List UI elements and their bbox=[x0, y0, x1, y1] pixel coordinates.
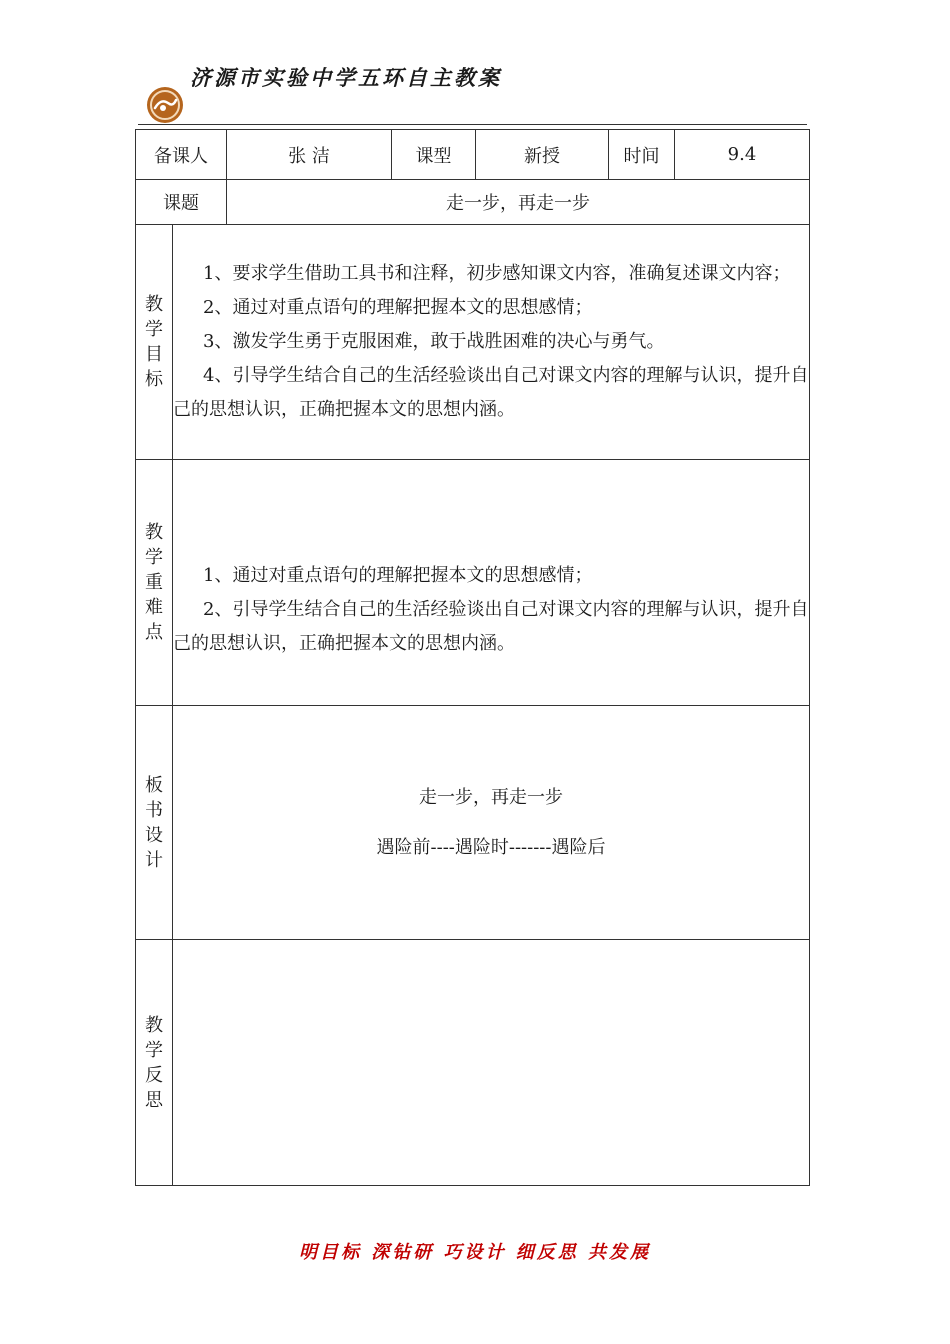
reflection-label: 教 学 反 思 bbox=[136, 940, 173, 1186]
school-logo-icon bbox=[146, 86, 184, 124]
topic-row bbox=[136, 180, 810, 225]
key-points-content bbox=[173, 460, 810, 706]
goals-label: 教 学 目 标 bbox=[136, 225, 173, 460]
topic-value: 走一步，再走一步 bbox=[227, 180, 810, 225]
type-label: 课型 bbox=[392, 130, 476, 180]
topic-label: 课题 bbox=[136, 180, 227, 225]
key-point-item: 1、通过对重点语句的理解把握本文的思想感情； bbox=[203, 565, 593, 586]
reflection-row bbox=[136, 940, 810, 1186]
footer-slogan: 明目标 深钻研 巧设计 细反思 共发展 bbox=[298, 1242, 652, 1263]
reflection-content bbox=[173, 940, 810, 1186]
board-row bbox=[136, 706, 810, 940]
key-point-item: 2、引导学生结合自己的生活经验谈出自己对课文内容的理解与认识，提升自己的思想认识，正确把握本文的思想内涵。 bbox=[173, 599, 809, 654]
info-row bbox=[136, 130, 810, 180]
goal-item: 4、引导学生结合自己的生活经验谈出自己对课文内容的理解与认识，提升自己的思想认识，正确把握本文的思想内涵。 bbox=[173, 365, 809, 420]
time-value: 9.4 bbox=[675, 130, 810, 180]
goals-content bbox=[173, 225, 810, 460]
header-divider bbox=[138, 124, 807, 125]
preparer-label: 备课人 bbox=[136, 130, 227, 180]
page-header bbox=[0, 0, 950, 130]
board-content bbox=[173, 706, 810, 940]
lesson-plan-table bbox=[135, 129, 810, 1186]
time-label: 时间 bbox=[609, 130, 675, 180]
key-points-row bbox=[136, 460, 810, 706]
type-value: 新授 bbox=[476, 130, 609, 180]
school-title: 济源市实验中学五环自主教案 bbox=[190, 65, 502, 90]
board-label: 板 书 设 计 bbox=[136, 706, 173, 940]
board-outline: 遇险前----遇险时-------遇险后 bbox=[376, 836, 606, 858]
goal-item: 3、激发学生勇于克服困难，敢于战胜困难的决心与勇气。 bbox=[203, 331, 665, 352]
key-points-label: 教 学 重 难 点 bbox=[136, 460, 173, 706]
board-title: 走一步，再走一步 bbox=[419, 786, 563, 808]
goals-row bbox=[136, 225, 810, 460]
preparer-value: 张 洁 bbox=[227, 130, 392, 180]
goal-item: 1、要求学生借助工具书和注释，初步感知课文内容，准确复述课文内容； bbox=[203, 263, 791, 284]
goal-item: 2、通过对重点语句的理解把握本文的思想感情； bbox=[203, 297, 593, 318]
